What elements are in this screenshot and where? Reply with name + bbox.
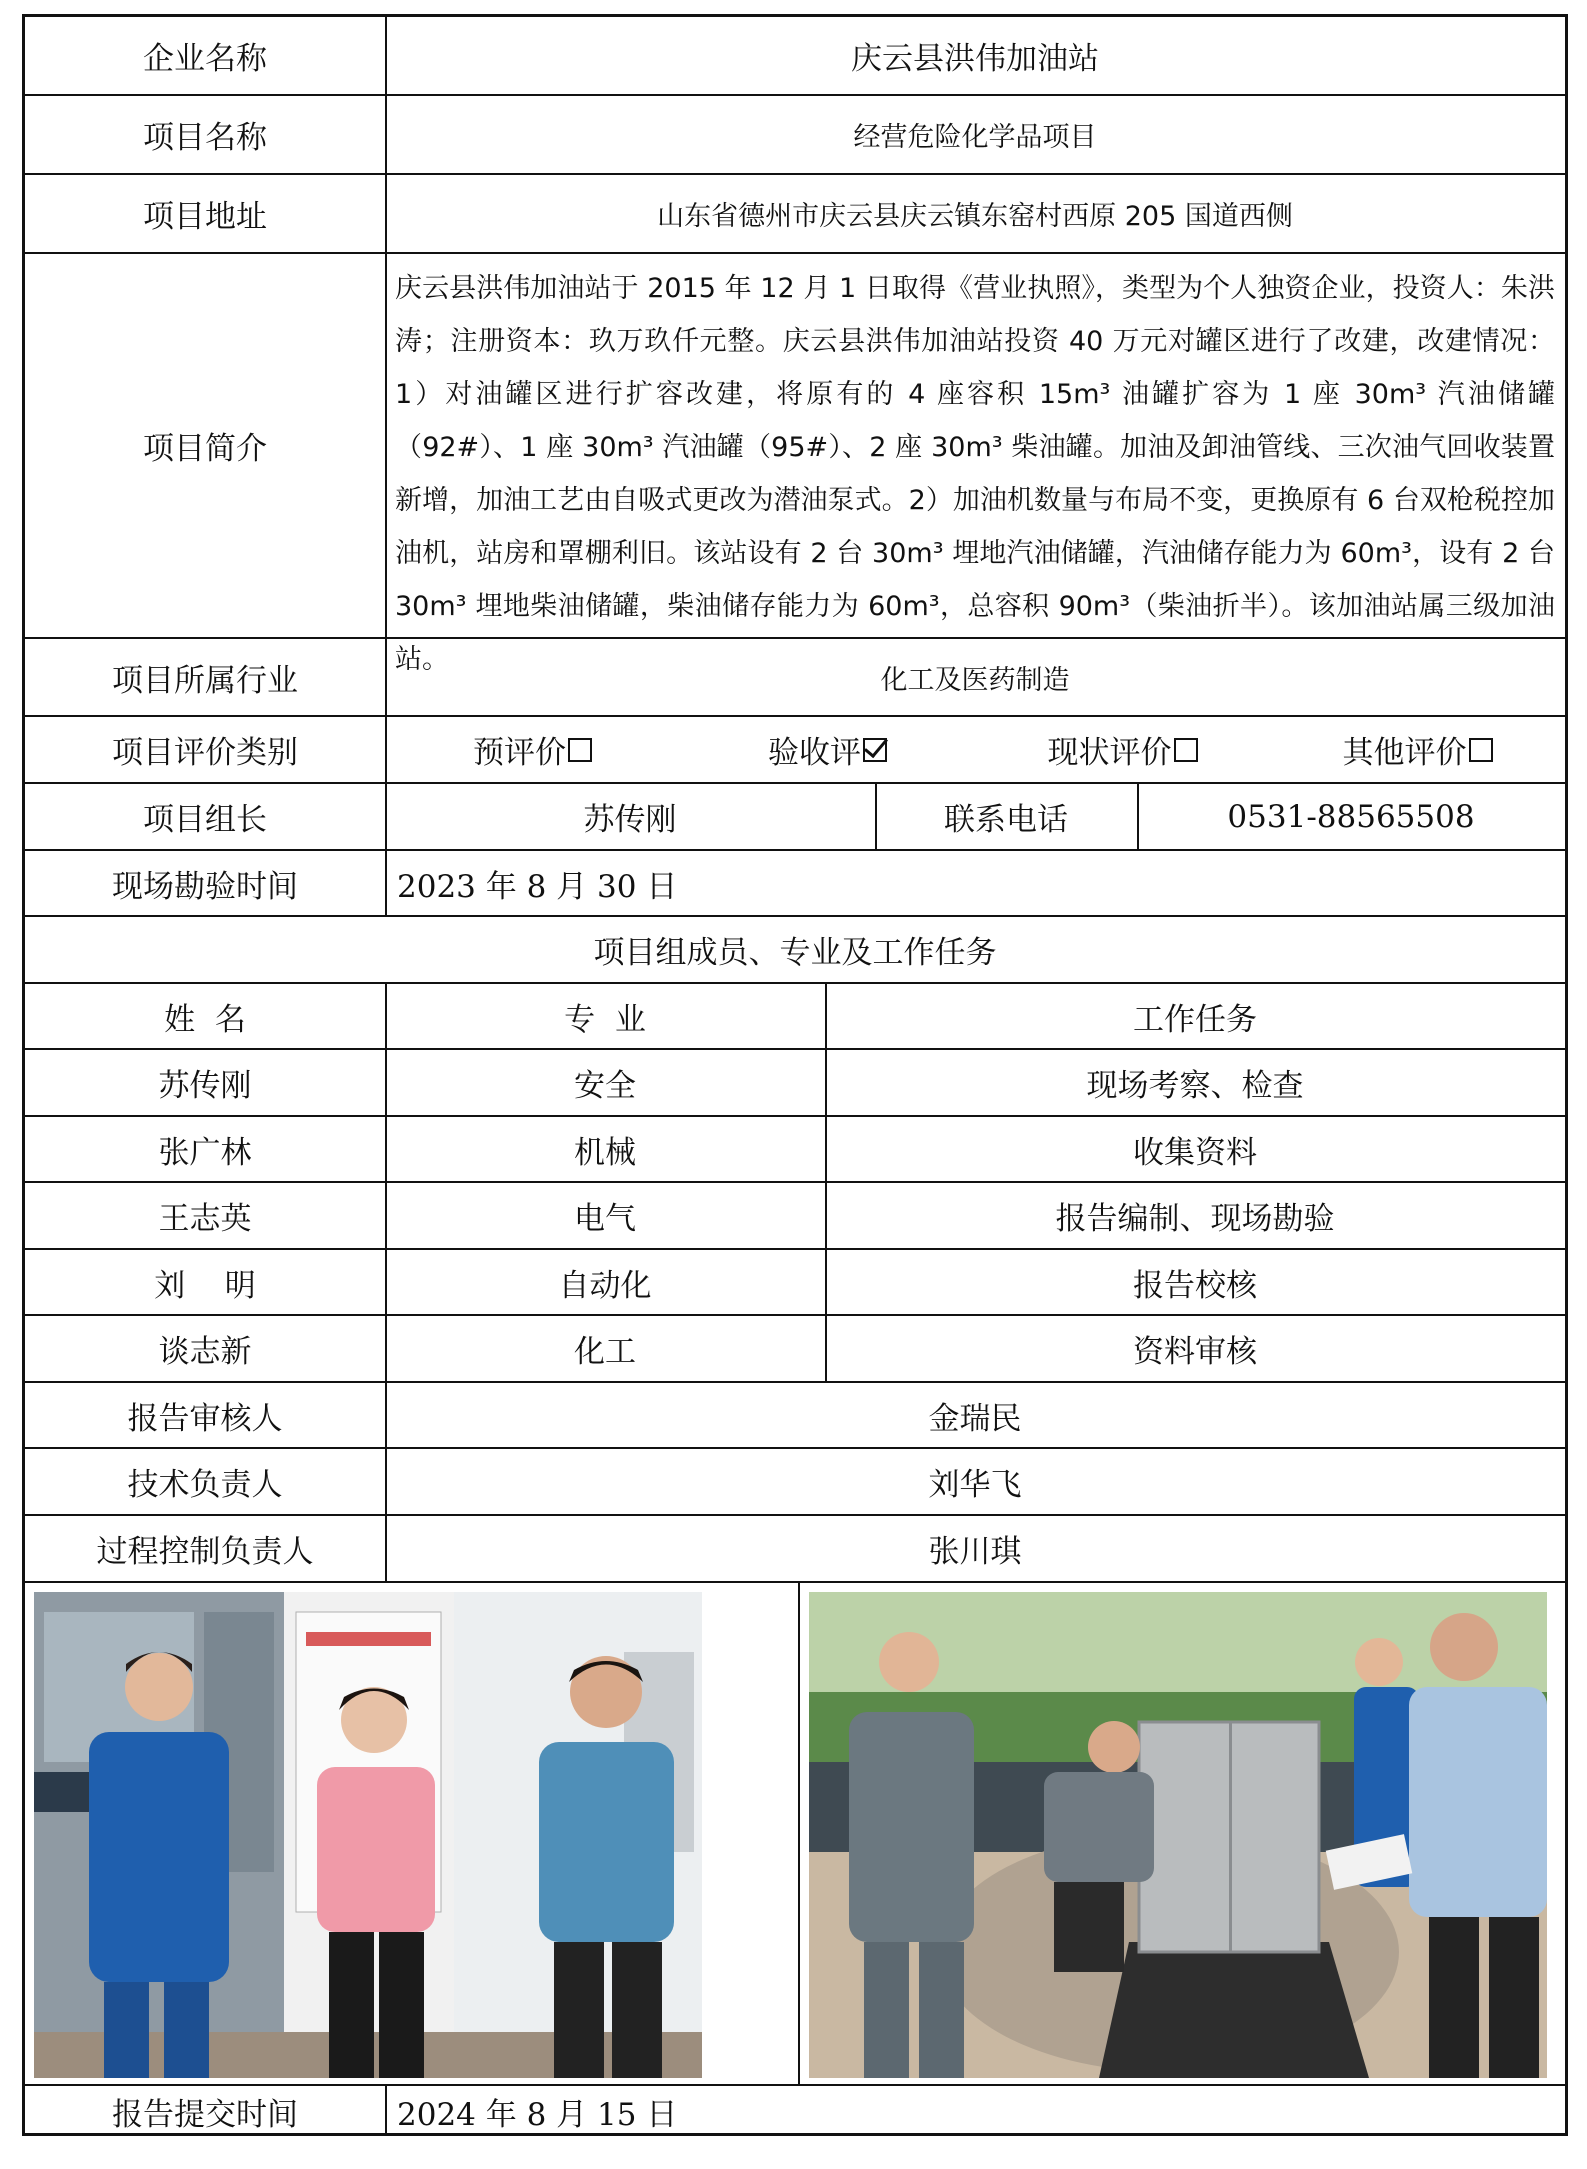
tech-value: 刘华飞 — [928, 1467, 1022, 1503]
project-label: 项目名称 — [143, 120, 267, 156]
submit-value: 2024 年 8 月 15 日 — [397, 2096, 678, 2133]
survey-label: 现场勘验时间 — [112, 868, 298, 905]
phone-value: 0531-88565508 — [1227, 798, 1475, 835]
member-task: 现场考察、检查 — [1086, 1068, 1304, 1104]
row-submit — [25, 2086, 1565, 2136]
address-value: 山东省德州市庆云县庆云镇东窑村西原 205 国道西侧 — [657, 201, 1293, 232]
leader-value: 苏传刚 — [583, 802, 677, 838]
member-task: 资料审核 — [1133, 1334, 1257, 1370]
reviewer-label: 报告审核人 — [127, 1400, 283, 1437]
process-value: 张川琪 — [928, 1534, 1022, 1570]
tech-label: 技术负责人 — [127, 1467, 283, 1503]
member-task: 报告编制、现场勘验 — [1055, 1201, 1335, 1237]
process-label: 过程控制负责人 — [96, 1534, 314, 1570]
submit-label: 报告提交时间 — [112, 2096, 298, 2133]
team-title: 项目组成员、专业及工作任务 — [593, 935, 997, 971]
member-name: 张广林 — [158, 1134, 252, 1171]
leader-label: 项目组长 — [143, 802, 267, 838]
industry-label: 项目所属行业 — [112, 662, 298, 699]
company-label: 企业名称 — [143, 41, 267, 77]
category-acceptance-label: 验收评 — [768, 735, 861, 771]
row-project — [25, 96, 1565, 175]
member-major: 安全 — [574, 1068, 636, 1104]
row-survey — [25, 851, 1565, 917]
row-reviewer — [25, 1383, 1565, 1449]
row-team-header — [25, 984, 1565, 1050]
member-name: 苏传刚 — [158, 1068, 252, 1104]
member-major: 自动化 — [558, 1267, 652, 1304]
member-name: 谈志新 — [158, 1334, 252, 1370]
table-row — [25, 1050, 1565, 1117]
row-address — [25, 175, 1565, 254]
reviewer-value: 金瑞民 — [928, 1400, 1022, 1437]
row-photos — [25, 1583, 1565, 2086]
table-row — [25, 1117, 1565, 1183]
table-row — [25, 1250, 1565, 1316]
site-photo-team-image — [34, 1592, 702, 2078]
row-leader — [25, 784, 1565, 851]
member-name: 刘 明 — [154, 1267, 256, 1304]
checkbox-acceptance[interactable] — [863, 738, 887, 762]
category-status[interactable] — [975, 717, 1270, 782]
header-name: 姓 名 — [164, 1001, 246, 1038]
checkbox-other[interactable] — [1469, 738, 1493, 762]
category-pre[interactable] — [385, 717, 680, 782]
intro-text: 庆云县洪伟加油站于 2015 年 12 月 1 日取得《营业执照》，类型为个人独资企业，投资人：朱洪涛；注册资本：玖万玖仟元整。庆云县洪伟加油站投资 40 万元对罐区进行了改建，改建情况：1）对油罐区进行扩容改建，将原有的 4 座容积 15m³ 油罐扩容为 1 座 30m³ 汽油储罐（92#）、1 座 30m³ 汽油罐（95#）、2 座 30m³ 柴油罐。加油及卸油管线、三次油气回收装置新增，加油工艺由自吸式更改为潜油泵式。2）加油机数量与布局不变，更换原有 6 台双枪税控加油机，站房和罩棚利旧。该站设有 2 台 30m³ 埋地汽油储罐，汽油储存能力为 60m³，设有 2 台 30m³ 埋地柴油储罐，柴油储存能力为 60m³，总容积 90m³（柴油折半）。该加油站属三级加油站。 — [395, 273, 1555, 675]
header-task: 工作任务 — [1133, 1001, 1257, 1038]
site-photo-inspection-image — [809, 1592, 1547, 2078]
member-major: 机械 — [574, 1134, 636, 1171]
category-label: 项目评价类别 — [112, 735, 298, 771]
member-name: 王志英 — [158, 1201, 252, 1237]
row-tech — [25, 1449, 1565, 1516]
category-acceptance[interactable] — [680, 717, 975, 782]
category-status-label: 现状评价 — [1047, 735, 1172, 771]
row-process — [25, 1516, 1565, 1583]
row-company — [25, 17, 1565, 96]
member-task: 报告校核 — [1133, 1267, 1257, 1304]
row-team-title — [25, 917, 1565, 984]
table-row — [25, 1316, 1565, 1383]
member-task: 收集资料 — [1133, 1134, 1257, 1171]
industry-value: 化工及医药制造 — [880, 664, 1070, 696]
phone-label: 联系电话 — [944, 802, 1068, 838]
project-value: 经营危险化学品项目 — [853, 122, 1097, 153]
row-category — [25, 717, 1565, 784]
row-intro — [25, 254, 1565, 675]
checkbox-status[interactable] — [1174, 738, 1198, 762]
table-row — [25, 1183, 1565, 1250]
category-other-label: 其他评价 — [1342, 735, 1467, 771]
company-value: 庆云县洪伟加油站 — [851, 41, 1099, 77]
member-major: 化工 — [574, 1334, 636, 1370]
site-photo-inspection — [809, 1592, 1547, 2078]
header-major: 专 业 — [564, 1001, 646, 1038]
category-pre-label: 预评价 — [473, 735, 566, 771]
address-label: 项目地址 — [143, 199, 267, 235]
survey-value: 2023 年 8 月 30 日 — [397, 868, 678, 905]
checkbox-pre[interactable] — [568, 738, 592, 762]
evaluation-info-table — [22, 14, 1568, 2136]
member-major: 电气 — [574, 1201, 636, 1237]
intro-label: 项目简介 — [143, 431, 267, 467]
category-other[interactable] — [1270, 717, 1565, 782]
row-industry — [25, 639, 1565, 717]
site-photo-team — [34, 1592, 702, 2078]
